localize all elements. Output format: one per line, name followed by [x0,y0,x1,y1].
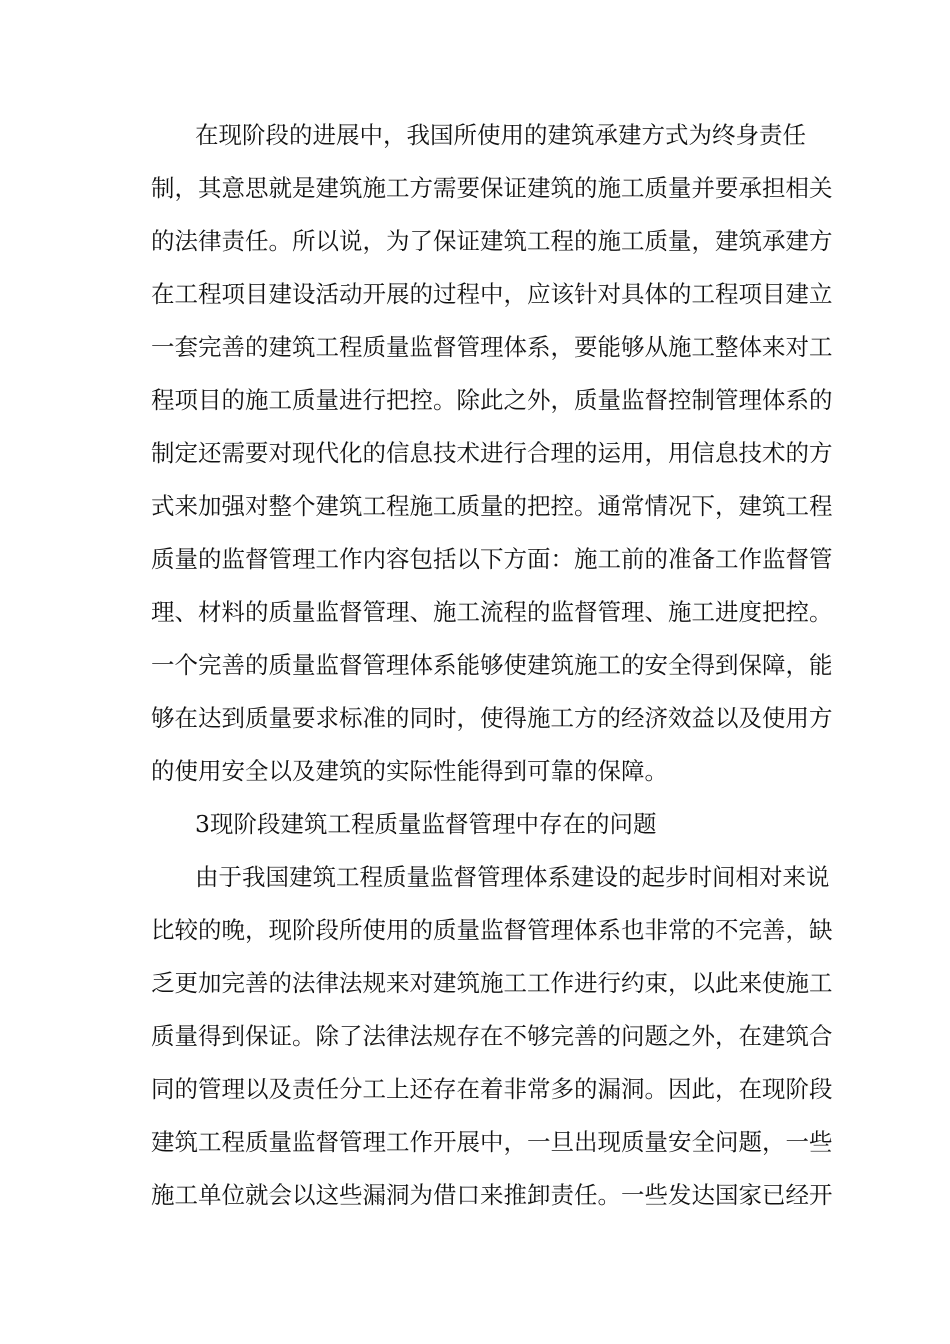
paragraph-line: 式来加强对整个建筑工程施工质量的把控。通常情况下，建筑工程 [151,492,833,520]
paragraph-line: 制定还需要对现代化的信息技术进行合理的运用，用信息技术的方 [151,439,833,467]
paragraph-line: 制，其意思就是建筑施工方需要保证建筑的施工质量并要承担相关 [151,174,833,202]
paragraph-line: 建筑工程质量监督管理工作开展中，一旦出现质量安全问题，一些 [151,1128,833,1156]
paragraph-line: 一个完善的质量监督管理体系能够使建筑施工的安全得到保障，能 [151,651,833,679]
paragraph-line: 的法律责任。所以说，为了保证建筑工程的施工质量，建筑承建方 [151,227,833,255]
paragraph-line: 同的管理以及责任分工上还存在着非常多的漏洞。因此，在现阶段 [151,1075,833,1103]
paragraph-line: 由于我国建筑工程质量监督管理体系建设的起步时间相对来说 [195,863,830,891]
paragraph-line: 施工单位就会以这些漏洞为借口来推卸责任。一些发达国家已经开 [151,1181,833,1209]
paragraph-line: 一套完善的建筑工程质量监督管理体系，要能够从施工整体来对工 [151,333,833,361]
paragraph-line: 够在达到质量要求标准的同时，使得施工方的经济效益以及使用方 [151,704,833,732]
section-heading: 3现阶段建筑工程质量监督管理中存在的问题 [195,810,657,838]
paragraph-line: 质量的监督管理工作内容包括以下方面：施工前的准备工作监督管 [151,545,833,573]
paragraph-line: 在工程项目建设活动开展的过程中，应该针对具体的工程项目建立 [151,280,833,308]
paragraph-line: 比较的晚，现阶段所使用的质量监督管理体系也非常的不完善，缺 [151,916,833,944]
paragraph-line: 乏更加完善的法律法规来对建筑施工工作进行约束，以此来使施工 [151,969,833,997]
paragraph-line: 理、材料的质量监督管理、施工流程的监督管理、施工进度把控。 [151,598,833,626]
paragraph-line: 质量得到保证。除了法律法规存在不够完善的问题之外，在建筑合 [151,1022,833,1050]
paragraph-line: 的使用安全以及建筑的实际性能得到可靠的保障。 [151,757,668,785]
paragraph-line: 程项目的施工质量进行把控。除此之外，质量监督控制管理体系的 [151,386,833,414]
paragraph-line: 在现阶段的进展中，我国所使用的建筑承建方式为终身责任 [195,121,806,149]
